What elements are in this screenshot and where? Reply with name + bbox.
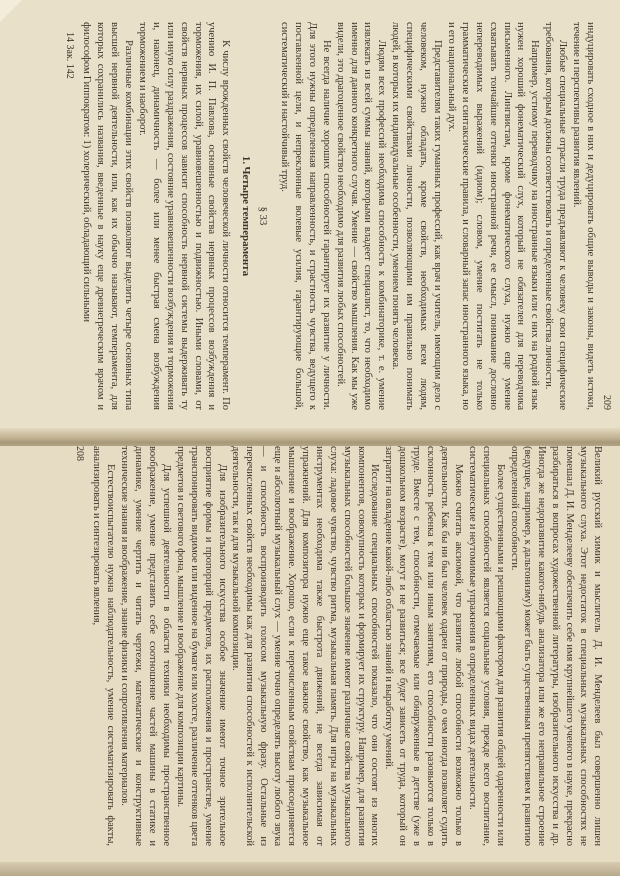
page-corner-fold — [0, 0, 22, 22]
paragraph: Людям всех профессий необходима способность к комбинаторике, т. е. умение извлекать из всей суммы знаний, которыми владеет специалист, то, что необходимо именно для данного конкретного случая. Умение — свойство мышления. Как мы уже видели, это драгоценное свойство необходимо для развития любых способностей. — [334, 22, 388, 410]
page-209-text — [52, 22, 612, 410]
paragraph: Исследование специальных способностей показало, что они состоят из многих компонентов, совокупность которых и формирует их структуру. Например, для развития музыкальных способностей большое значение имеют различные свойства музыкального слуха: ладовое чувство, чувство ритма, музыкальная память. Для игры на музыкальных инструментах необходима также быстрота движений, не всегда зависимая от упражнений. Для композитора нужно еще такое важное свойство, как музыкальное мышление и воображение. Хорошо, если к перечисленным свойствам присоединяется еще и абсолютный музыкальный слух — умение точно определять высоту любого звука — и способность воспроизводить голосом музыкальную фразу. Остальные из перечисленных свойств необходимы как для развития способностей к исполнительской деятельности, так и для музыкальной композиции. — [230, 446, 381, 846]
paragraph: Например, устному переводчику на иностранные языки или с них на родной язык нужен хороший фонематический слух, который не обязателен для переводчика письменного. Лингвистам, кроме фонематического слуха, нужно еще умение схватывать тончайшие оттенки иностранной речи, ее смысл, понимание дословно непереводимых выражений (идиом); словом, умение постигать не только грамматические и синтаксические правила, и словарный запас иностранного языка, но и его национальный дух. — [445, 22, 541, 410]
paragraph: Для изобразительного искусства особое значение имеют точное зрительное восприятие формы и пропорций предметов, их расположения и пространстве, умение транспонировать видимое или виденное на бумаге или холсте, различение оттенков цвета предметов и светового фона, мышление и воображение для композиции картины. — [174, 446, 228, 846]
section-number: § 33 — [257, 206, 270, 226]
page-209-footer — [64, 22, 75, 410]
paragraph: Не всегда наличие хороших способностей гарантирует их развитие у личности. Для этого нужны определенная направленность, и страстность чувства, ведущего к поставленной цели, и непреклонные волевые усилия, гарантирующие большой, систематический и настойчивый труд. — [279, 22, 332, 410]
book-edge — [0, 862, 620, 876]
page-208-text — [44, 446, 604, 846]
paragraph: Различные комбинации этих свойств позволяют выделить четыре основных типа высшей нервной деятельности, или, как их обычно называют, темперамента, для которых сохранились названия, введенные в науку еще древнегреческим врачом и философом Гиппократом: 1) холерический, обладающий сильными — [81, 22, 134, 410]
section-title: 1. Четыре темперамента — [240, 155, 253, 277]
page-208-body — [89, 446, 604, 846]
paragraph: Любые специальные отрасли труда предъявляют к человеку свои специфические требования, которым должны соответствовать и определенные свойства личности. — [543, 22, 569, 410]
paragraph: Более существенными и решающими фактором для развития общей одаренности или специальных способностей является социальные условия, прежде всего воспитание, систематические и неутомимые упражнения в определенных видах деятельности. — [466, 446, 506, 846]
page-number-209: 209 — [601, 395, 612, 410]
paragraph: Представителям таких гуманных профессий, как врач и учитель, имеющим дело с человеком, нужно обладать, кроме свойств, необходимых всем людям, специфическими свойствами личности, позволяющими им правильно понимать людей, в которых их индивидуальные особенности, умением понять человека. — [390, 22, 444, 410]
paragraph: К числу врожденных свойств человеческой личности относится темперамент. По учению И. П. Павлова, основные свойства нервных процессов возбуждения и торможения, их силой, уравновешенностью и подвижностью. Иными словами, от свойств нервных процессов зависит способность нервной системы выдерживать ту или иную силу раздражения, состояние уравновешенности возбуждения и торможения и, наконец, динамичность — более или менее быстрая смена возбуждения торможением и наоборот. — [136, 22, 232, 410]
paragraph: Великий русский химик и мыслитель Д. И. Менделеев был совершенно лишен музыкального слуха. Этот недостаток в специальных музыкальных способностях не помешал Д. И. Менделееву обеспечить себе имя крупнейшего ученого в науке, прекрасно разбираться в вопросах художественной литературы, изобразительного искусства и др. Иногда же недоразвитие какого-нибудь анализатора или же его неправильное строение (ведущее, например, к дальтонизму) может быть существенным препятствием к развитию определенной способности. — [508, 446, 603, 846]
page-number-208: 208 — [74, 446, 86, 461]
page-208-footer — [74, 446, 85, 846]
paragraph: Можно считать аксиомой, что развитие любой способности возможно только в деятельности. Как бы ни был человек одарен от природы, о чем иногда позволяет судить склонность ребенка к тем или иным занятиям, его способности разовьются только в труде. Вместе с тем, способности, отмечаемые или обнаруженные в детстве (уже в дошкольном возрасте), могут и не развиться; все будет зависеть от труда, который он затратит на овладение какой-либо областью знаний и выработку умений. — [383, 446, 464, 846]
page-209-header — [601, 22, 612, 410]
paragraph: Естествоиспытателю нужна наблюдательность, умение систематизировать факты, анализировать и синтезировать явления, — [91, 446, 117, 846]
printer-signature: 14 Зак. 142 — [64, 32, 76, 79]
paragraph: Для успешной деятельности в области техники необходимы пространственное воображение, умение представить себе соотношение частей машины в статике и динамике, умение чертить и читать чертежи, математические и конструктивные технические знания и воображение, знание физики и сопротивления материалов. — [119, 446, 172, 846]
paragraph: индуцировать сходное в них и дедуцировать общие выводы и законы, видеть истоки, течение и перспективы развития явлений. — [571, 22, 596, 410]
page-209-body — [79, 22, 597, 410]
